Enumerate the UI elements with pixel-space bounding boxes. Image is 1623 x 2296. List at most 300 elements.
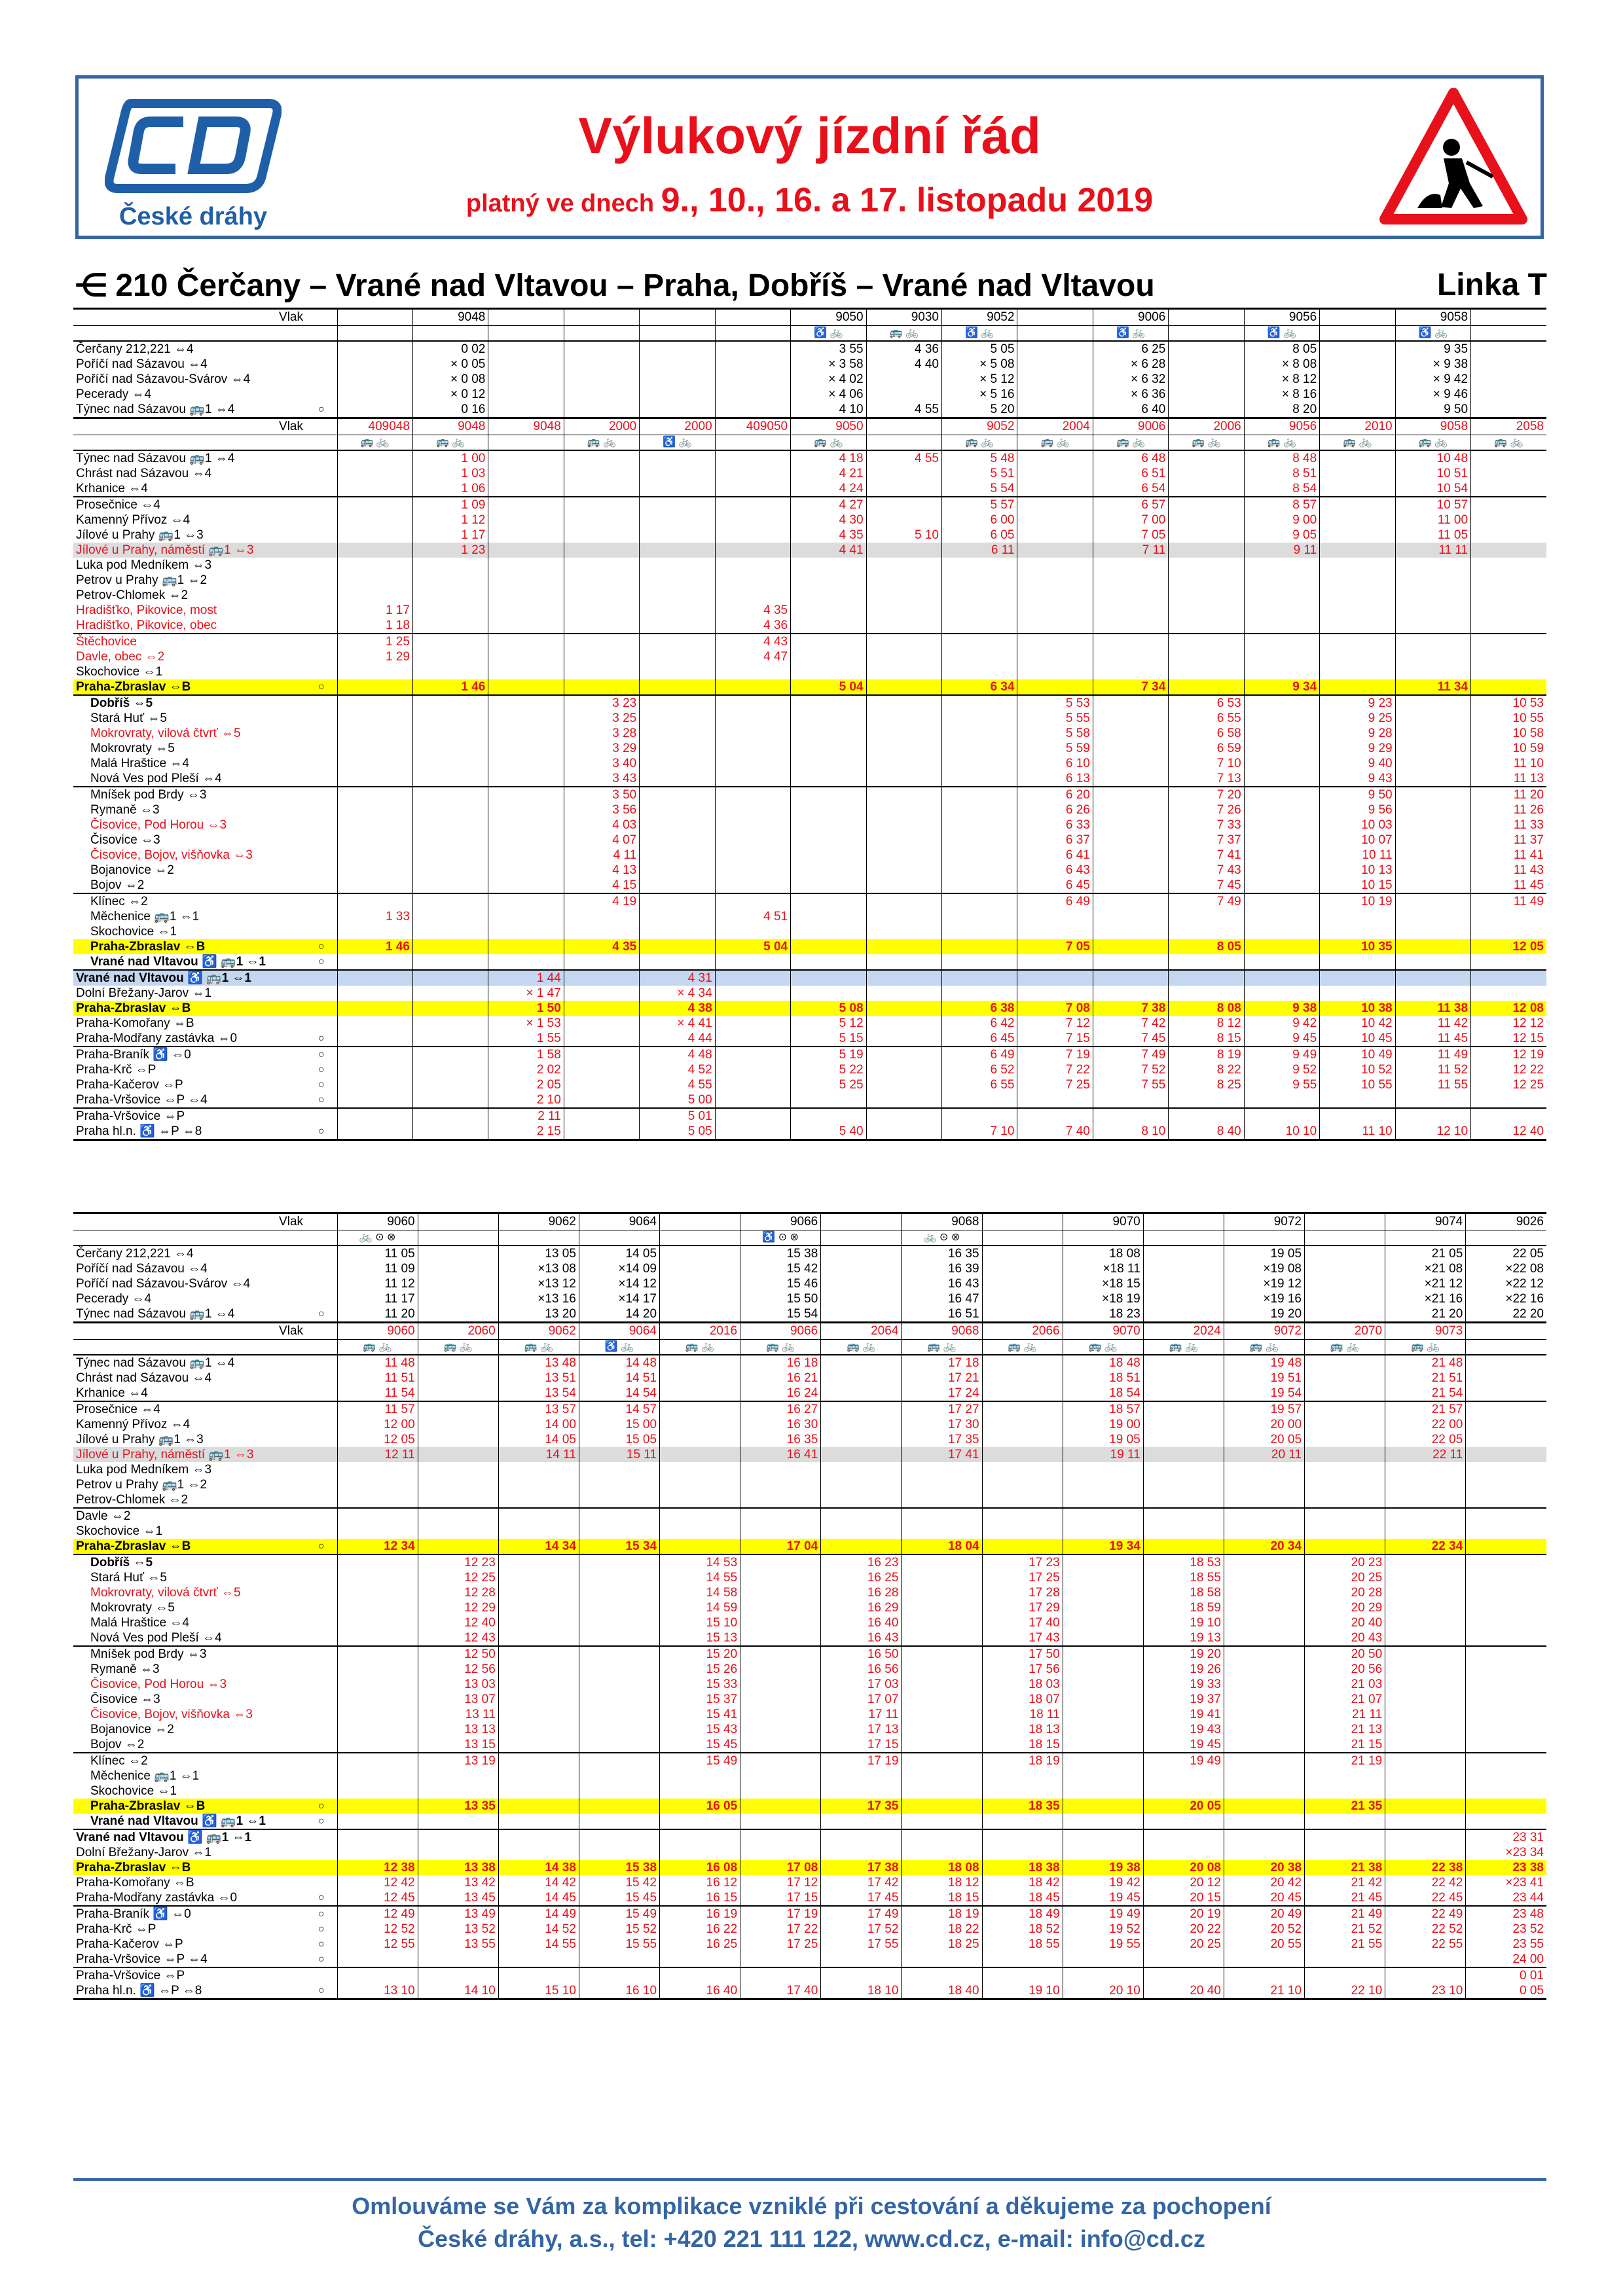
time-cell: 21 51 — [1385, 1371, 1466, 1386]
time-cell: 14 55 — [498, 1937, 579, 1952]
time-cell — [902, 1799, 982, 1814]
time-cell — [1395, 634, 1470, 649]
time-cell — [1017, 634, 1093, 649]
time-cell: × 4 02 — [791, 372, 866, 387]
time-cell: 10 19 — [1320, 893, 1395, 909]
station-row — [73, 1417, 1546, 1432]
time-cell — [821, 1508, 902, 1524]
time-cell — [1143, 1508, 1224, 1524]
time-cell: 18 25 — [902, 1937, 982, 1952]
time-cell: × 8 12 — [1244, 372, 1319, 387]
time-cell — [1169, 1092, 1244, 1108]
time-cell — [640, 357, 715, 372]
time-cell: 16 41 — [740, 1447, 821, 1462]
time-cell — [640, 481, 715, 497]
time-cell — [982, 1261, 1063, 1276]
time-cell — [640, 543, 715, 558]
time-cell — [498, 1570, 579, 1585]
time-cell: 15 45 — [579, 1890, 659, 1906]
time-cell: 12 19 — [1471, 1047, 1546, 1062]
time-cell: 18 45 — [982, 1890, 1063, 1906]
time-cell — [1385, 1585, 1466, 1600]
time-cell — [564, 1124, 639, 1140]
time-cell — [821, 1291, 902, 1306]
time-cell — [866, 878, 941, 893]
time-cell — [1169, 402, 1244, 418]
time-cell: ×22 16 — [1466, 1291, 1546, 1306]
time-cell: 11 00 — [1395, 512, 1470, 528]
time-cell — [791, 695, 866, 711]
time-cell: 20 40 — [1143, 1983, 1224, 2000]
time-cell: 12 08 — [1471, 1001, 1546, 1016]
time-cell — [715, 986, 790, 1001]
time-cell: ×14 17 — [579, 1291, 659, 1306]
stop-marker — [306, 802, 337, 817]
time-cell — [488, 558, 564, 573]
time-cell: 9 11 — [1244, 543, 1319, 558]
time-cell — [1143, 1814, 1224, 1829]
time-cell — [1093, 787, 1168, 802]
time-cell — [418, 1845, 498, 1860]
time-cell — [1093, 878, 1168, 893]
time-cell — [412, 1077, 488, 1092]
time-cell — [337, 893, 412, 909]
time-cell — [866, 634, 941, 649]
train-number: 9052 — [942, 309, 1017, 326]
time-cell — [1395, 802, 1470, 817]
time-cell — [564, 450, 639, 466]
time-cell — [942, 771, 1017, 787]
time-cell: × 0 12 — [412, 387, 488, 402]
time-cell: 15 49 — [660, 1753, 740, 1768]
train-icons — [1017, 326, 1093, 342]
time-cell: 17 22 — [740, 1922, 821, 1937]
time-cell — [1063, 1737, 1143, 1753]
time-cell — [715, 387, 790, 402]
time-cell: × 1 53 — [488, 1016, 564, 1031]
time-cell: 10 55 — [1320, 1077, 1395, 1092]
time-cell: 12 52 — [337, 1922, 418, 1937]
time-cell: 16 47 — [902, 1291, 982, 1306]
time-cell — [982, 1845, 1063, 1860]
stop-marker: ○ — [306, 1906, 337, 1922]
train-number — [821, 1213, 902, 1230]
station-row — [73, 970, 1546, 986]
station-row — [73, 1952, 1546, 1967]
time-cell — [1385, 1967, 1466, 1983]
time-cell: 9 25 — [1320, 711, 1395, 726]
time-cell — [1224, 1737, 1304, 1753]
time-cell — [715, 848, 790, 863]
time-cell — [866, 512, 941, 528]
time-cell — [902, 1737, 982, 1753]
time-cell: 3 40 — [564, 756, 639, 771]
train-icons — [1063, 1230, 1143, 1246]
station-name: Čisovice ⇔3 — [90, 833, 160, 847]
time-cell — [1169, 664, 1244, 679]
time-cell — [412, 771, 488, 787]
time-cell — [488, 787, 564, 802]
stop-marker — [306, 512, 337, 528]
time-cell — [866, 817, 941, 833]
time-cell: 9 29 — [1320, 741, 1395, 756]
time-cell — [942, 924, 1017, 939]
time-cell — [1224, 1600, 1304, 1615]
time-cell: 11 42 — [1395, 1016, 1470, 1031]
time-cell: 7 38 — [1093, 1001, 1168, 1016]
station-row — [73, 1799, 1546, 1814]
time-cell — [412, 924, 488, 939]
time-cell — [1169, 618, 1244, 634]
time-cell — [1471, 588, 1546, 603]
time-cell: 18 22 — [902, 1922, 982, 1937]
time-cell: × 9 42 — [1395, 372, 1470, 387]
train-number: 9070 — [1063, 1213, 1143, 1230]
time-cell: 17 42 — [821, 1875, 902, 1890]
train-icons — [488, 326, 564, 342]
time-cell — [1385, 1753, 1466, 1768]
station-row — [73, 893, 1546, 909]
time-cell — [1093, 924, 1168, 939]
time-cell — [1169, 679, 1244, 695]
time-cell: 10 49 — [1320, 1047, 1395, 1062]
time-cell: 12 45 — [337, 1890, 418, 1906]
time-cell — [715, 1092, 790, 1108]
time-cell — [791, 588, 866, 603]
time-cell — [564, 649, 639, 664]
time-cell — [791, 787, 866, 802]
time-cell — [1093, 741, 1168, 756]
time-cell — [579, 1768, 659, 1784]
train-icons: 🚌 🚲 — [821, 1340, 902, 1355]
time-cell — [418, 1768, 498, 1784]
train-icons: 🚌 🚲 — [1244, 435, 1319, 451]
time-cell — [1471, 679, 1546, 695]
time-cell — [1169, 909, 1244, 924]
time-cell — [1471, 528, 1546, 543]
time-cell — [640, 634, 715, 649]
station-name: Jílové u Prahy 🚌1 ⇔3 — [76, 528, 204, 542]
time-cell — [1017, 357, 1093, 372]
time-cell — [1305, 1371, 1385, 1386]
time-cell: 11 52 — [1395, 1062, 1470, 1077]
train-number — [660, 1213, 740, 1230]
station-name: Kamenný Přívoz ⇔4 — [76, 512, 191, 527]
time-cell: 15 43 — [660, 1722, 740, 1737]
time-cell — [1143, 1492, 1224, 1508]
time-cell: 14 05 — [498, 1432, 579, 1447]
time-cell: 15 37 — [660, 1692, 740, 1707]
time-cell: 12 34 — [337, 1539, 418, 1554]
time-cell: 16 22 — [660, 1922, 740, 1937]
time-cell — [715, 924, 790, 939]
time-cell — [1395, 954, 1470, 970]
time-cell: 4 43 — [715, 634, 790, 649]
train-number: 2066 — [982, 1323, 1063, 1340]
station-name: Čisovice, Pod Horou ⇔3 — [90, 817, 227, 832]
time-cell: 16 39 — [902, 1261, 982, 1276]
station-name: Jílové u Prahy, náměstí 🚌1 ⇔3 — [73, 543, 306, 558]
station-name: Mokrovraty, vilová čtvrť ⇔5 — [90, 1585, 241, 1600]
time-cell: 16 12 — [660, 1875, 740, 1890]
time-cell — [942, 558, 1017, 573]
time-cell — [1244, 711, 1319, 726]
station-row — [73, 787, 1546, 802]
time-cell — [660, 1447, 740, 1462]
time-cell — [412, 603, 488, 618]
time-cell: × 5 16 — [942, 387, 1017, 402]
time-cell — [488, 695, 564, 711]
time-cell — [866, 481, 941, 497]
stop-marker — [306, 481, 337, 497]
time-cell — [488, 573, 564, 588]
time-cell — [1471, 341, 1546, 357]
time-cell — [1063, 1600, 1143, 1615]
time-cell: 2 15 — [488, 1124, 564, 1140]
time-cell — [982, 1477, 1063, 1492]
time-cell: 17 24 — [902, 1386, 982, 1401]
station-row — [73, 1646, 1546, 1662]
time-cell — [1093, 1108, 1168, 1124]
time-cell: × 9 38 — [1395, 357, 1470, 372]
time-cell — [1063, 1646, 1143, 1662]
time-cell — [821, 1386, 902, 1401]
train-number: 9006 — [1093, 418, 1168, 435]
time-cell — [1466, 1646, 1546, 1662]
time-cell — [640, 679, 715, 695]
time-cell: 6 45 — [1017, 878, 1093, 893]
station-name: Praha-Zbraslav ⇔B — [73, 679, 306, 695]
time-cell: 19 55 — [1063, 1937, 1143, 1952]
time-cell: 12 29 — [418, 1600, 498, 1615]
time-cell: 12 15 — [1471, 1031, 1546, 1047]
time-cell — [1063, 1952, 1143, 1967]
time-cell: 17 40 — [740, 1983, 821, 2000]
time-cell — [982, 1829, 1063, 1845]
time-cell — [1224, 1952, 1304, 1967]
time-cell — [866, 618, 941, 634]
train-number: 9068 — [902, 1323, 982, 1340]
train-icons: ♿ 🚲 — [640, 435, 715, 451]
time-cell: × 0 05 — [412, 357, 488, 372]
time-cell — [866, 1031, 941, 1047]
time-cell — [1385, 1662, 1466, 1677]
time-cell — [1385, 1554, 1466, 1570]
time-cell: 4 48 — [640, 1047, 715, 1062]
time-cell — [902, 1646, 982, 1662]
station-name: Praha-Vršovice ⇔P — [73, 1967, 306, 1983]
time-cell — [660, 1462, 740, 1477]
time-cell — [982, 1432, 1063, 1447]
time-cell: 11 51 — [337, 1371, 418, 1386]
station-row — [73, 558, 1546, 573]
time-cell: 11 26 — [1471, 802, 1546, 817]
time-cell — [1017, 558, 1093, 573]
time-cell — [1466, 1355, 1546, 1371]
time-cell: 13 48 — [498, 1355, 579, 1371]
station-row — [73, 939, 1546, 954]
time-cell: 9 38 — [1244, 1001, 1319, 1016]
timetable-2 — [73, 1212, 1546, 2000]
time-cell — [1169, 357, 1244, 372]
time-cell — [1395, 863, 1470, 878]
station-name: Dobříš ⇔5 — [73, 1554, 306, 1570]
time-cell — [791, 802, 866, 817]
stop-marker — [306, 1447, 337, 1462]
time-cell — [412, 634, 488, 649]
time-cell — [1385, 1524, 1466, 1539]
time-cell — [1320, 372, 1395, 387]
time-cell — [1395, 909, 1470, 924]
time-cell — [1466, 1722, 1546, 1737]
station-name: Čisovice, Bojov, višňovka ⇔3 — [90, 1707, 253, 1721]
time-cell — [740, 1692, 821, 1707]
time-cell — [942, 634, 1017, 649]
time-cell — [791, 878, 866, 893]
train-icons: 🚌 🚲 — [1093, 435, 1168, 451]
train-icons: 🚌 🚲 — [1385, 1340, 1466, 1355]
time-cell: 4 10 — [791, 402, 866, 418]
time-cell — [337, 878, 412, 893]
time-cell: 4 55 — [866, 450, 941, 466]
time-cell — [1093, 771, 1168, 787]
station-row — [73, 528, 1546, 543]
time-cell: 16 10 — [579, 1983, 659, 2000]
time-cell — [1320, 466, 1395, 481]
time-cell: 21 07 — [1305, 1692, 1385, 1707]
station-name: Hradišťko, Pikovice, most — [76, 603, 217, 617]
time-cell — [791, 756, 866, 771]
station-name: Prosečnice ⇔4 — [73, 497, 306, 512]
time-cell: 14 42 — [498, 1875, 579, 1890]
time-cell: 13 07 — [418, 1692, 498, 1707]
time-cell — [1143, 1967, 1224, 1983]
time-cell: 14 00 — [498, 1417, 579, 1432]
time-cell — [640, 402, 715, 418]
time-cell: 1 44 — [488, 970, 564, 986]
train-icons-row — [73, 1340, 1546, 1355]
time-cell: 1 00 — [412, 450, 488, 466]
time-cell — [1063, 1814, 1143, 1829]
time-cell — [1093, 986, 1168, 1001]
time-cell — [1244, 618, 1319, 634]
train-icons-row — [73, 326, 1546, 342]
time-cell — [1017, 909, 1093, 924]
time-cell — [418, 1967, 498, 1983]
time-cell — [1063, 1799, 1143, 1814]
time-cell — [640, 771, 715, 787]
station-row — [73, 741, 1546, 756]
time-cell — [488, 402, 564, 418]
station-row — [73, 664, 1546, 679]
time-cell — [821, 1355, 902, 1371]
time-cell: 11 43 — [1471, 863, 1546, 878]
stop-marker — [306, 1462, 337, 1477]
stop-marker — [306, 1432, 337, 1447]
time-cell: 8 08 — [1169, 1001, 1244, 1016]
time-cell: 10 48 — [1395, 450, 1470, 466]
time-cell: ×22 08 — [1466, 1261, 1546, 1276]
timetable-1 — [73, 308, 1546, 1141]
stop-marker — [306, 1845, 337, 1860]
time-cell — [660, 1276, 740, 1291]
station-row — [73, 771, 1546, 787]
station-name: Stará Huť ⇔5 — [90, 1570, 167, 1585]
time-cell: 19 10 — [982, 1983, 1063, 2000]
time-cell: 5 05 — [640, 1124, 715, 1140]
time-cell — [1466, 1737, 1546, 1753]
time-cell — [337, 341, 412, 357]
time-cell — [1224, 1784, 1304, 1799]
time-cell: 15 38 — [579, 1860, 659, 1875]
time-cell — [1395, 817, 1470, 833]
stop-marker — [306, 1276, 337, 1291]
time-cell — [791, 558, 866, 573]
time-cell — [488, 711, 564, 726]
time-cell: 17 23 — [982, 1554, 1063, 1570]
station-name: Čisovice, Bojov, višňovka ⇔3 — [90, 848, 253, 862]
time-cell — [640, 588, 715, 603]
train-icons: 🚌 🚲 — [1063, 1340, 1143, 1355]
time-cell — [821, 1246, 902, 1261]
time-cell — [715, 893, 790, 909]
time-cell: 15 38 — [740, 1246, 821, 1261]
time-cell: × 5 12 — [942, 372, 1017, 387]
time-cell — [1385, 1630, 1466, 1646]
time-cell: 3 23 — [564, 695, 639, 711]
time-cell — [498, 1585, 579, 1600]
time-cell: 17 08 — [740, 1860, 821, 1875]
time-cell — [337, 756, 412, 771]
train-icons — [337, 326, 412, 342]
time-cell — [1471, 618, 1546, 634]
time-cell: 7 10 — [1169, 756, 1244, 771]
time-cell — [1320, 909, 1395, 924]
time-cell: 21 38 — [1305, 1860, 1385, 1875]
station-row — [73, 450, 1546, 466]
stop-marker: ○ — [306, 939, 337, 954]
time-cell — [942, 817, 1017, 833]
time-cell: 5 25 — [791, 1077, 866, 1092]
time-cell — [1385, 1768, 1466, 1784]
time-cell — [564, 387, 639, 402]
station-name: Nová Ves pod Pleší ⇔4 — [90, 771, 222, 785]
time-cell — [1224, 1462, 1304, 1477]
time-cell: 7 00 — [1093, 512, 1168, 528]
time-cell — [1063, 1753, 1143, 1768]
time-cell — [1143, 1768, 1224, 1784]
station-name: Chrást nad Sázavou ⇔4 — [76, 466, 212, 480]
time-cell — [1063, 1784, 1143, 1799]
time-cell — [488, 909, 564, 924]
stop-marker — [306, 909, 337, 924]
page-title: Výlukový jízdní řád — [578, 107, 1041, 164]
station-name: Mokrovraty, vilová čtvrť ⇔5 — [90, 726, 241, 740]
station-name: Týnec nad Sázavou 🚌1 ⇔4 — [76, 1306, 235, 1321]
time-cell — [412, 848, 488, 863]
time-cell — [337, 543, 412, 558]
time-cell — [866, 833, 941, 848]
time-cell — [902, 1492, 982, 1508]
train-number: 409048 — [337, 418, 412, 435]
time-cell: 13 54 — [498, 1386, 579, 1401]
time-cell — [498, 1508, 579, 1524]
time-cell — [1224, 1814, 1304, 1829]
time-cell — [418, 1246, 498, 1261]
time-cell — [1305, 1784, 1385, 1799]
time-cell — [640, 893, 715, 909]
time-cell: 5 48 — [942, 450, 1017, 466]
